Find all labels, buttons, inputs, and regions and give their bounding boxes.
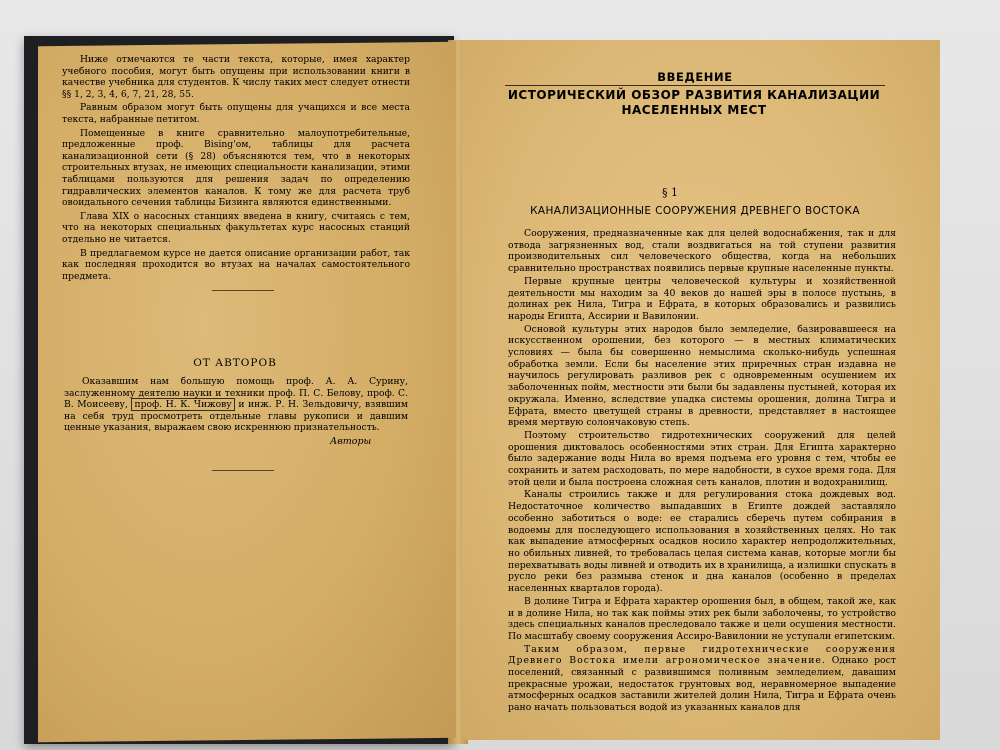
divider <box>212 470 274 471</box>
note-paragraph: В предлагаемом курсе не дается описание организации работ, так как последняя проходится во втузах на началах самостоятельного предмета. <box>62 247 410 282</box>
note-paragraph: Ниже отмечаются те части текста, которые, имея характер учебного пособия, могут быть опущены при использовании книги в качестве учебника для студентов. К числу таких мест следует отнести §§ 1, 2, 3, 4, 6, 7, 21, 28, 55. <box>62 54 410 100</box>
chapter-header: ВВЕДЕНИЕ <box>657 70 733 84</box>
header-rule <box>505 85 885 86</box>
divider <box>212 290 274 291</box>
body-paragraph: Первые крупные центры человеческой культуры и хозяйственной деятельности мы находим за 40 веков до нашей эры в полосе пустынь, в долинах рек Нила, Тигра и Ефрата, в которых образовались и развились народы Египта, Ассирии и Вавилонии. <box>508 275 896 322</box>
authors-text <box>64 376 408 434</box>
body-paragraph: Основой культуры этих народов было земледелие, базировавшееся на искусственном орошении, без которого — в местных климатических условиях — была бы совершенно немыслима сколько-нибудь успешная обработка земли. Если бы население этих приречных стран издавна не научилось регулировать разливов рек с одновременным осушением их заболоченных пойм, местности эти были бы задавлены пустыней, которая их окружала. Именно, вследствие упадка системы орошения, долина Тигра и Ефрата, вместо цветущей страны в древности, представляет в настоящее время мертвую солончаковую степь. <box>508 323 896 429</box>
chapter-title: ИСТОРИЧЕСКИЙ ОБЗОР РАЗВИТИЯ КАНАЛИЗАЦИИ НАСЕЛЕННЫХ МЕСТ <box>507 88 881 117</box>
spaced-text: Таким образом, первые гидротехнические сооружения Древнего Востока имели агрономическое значение. <box>508 643 896 667</box>
body-text-part: Однако рост поселений, связанный с развившимся поливным земледелием, давашим прекрасные урожаи, недостаток грунтовых вод, неравномерное выпадение атмосферных осадков заставили жителей долин Нила, Тигра и Ефрата очень рано начать пользоваться водой из указанных каналов для <box>508 655 896 714</box>
section-title: КАНАЛИЗАЦИОННЫЕ СООРУЖЕНИЯ ДРЕВНЕГО ВОСТОКА <box>530 205 860 217</box>
body-paragraph: В долине Тигра и Ефрата характер орошения был, в общем, такой же, как и в долине Нила, но так как поймы этих рек были заболочены, то устройство здесь специальных каналов преследовало также и цели осушения местности. По масштабу своему сооружения Ассиро-Вавилонии не уступали египетским. <box>508 595 896 642</box>
body-paragraph: Поэтому строительство гидротехнических сооружений для целей орошения диктовалось особенностями этих стран. Для Египта характерно было задержание воды Нила во время подъема его уровня с тем, чтобы ее сохранить и затем расходовать, по мере надобности, в сухое время года. Для этой цели и была построена сложная сеть каналов, плотин и водохранилищ. <box>508 429 896 488</box>
body-paragraph-last <box>508 644 896 714</box>
body-text <box>508 228 896 715</box>
authors-heading: ОТ АВТОРОВ <box>193 357 277 369</box>
body-paragraph: Сооружения, предназначенные как для целей водоснабжения, так и для отвода загрязненных вод, стали воздвигаться на той ступени развития производительных сил человеческого общества, когда на небольших сравнительно пространствах появились первые крупные населенные пункты. <box>508 228 896 275</box>
boxed-name: проф. Н. К. Чижову <box>131 398 234 411</box>
left-page-notes <box>62 54 410 284</box>
authors-text-part: Оказавшим нам большую помощь проф. А. А. Сурину, заслуженному деятелю науки и техники проф. П. С. Белову, проф. С. В. Моисееву, <box>64 376 408 411</box>
note-paragraph: Помещенные в книге сравнительно малоупотребительные, предложенные проф. Bising'ом, таблицы для расчета канализационной сети (§ 28) объясняются тем, что в некоторых строительных втузах, не имеющих специальности канализации, этими таблицами пользуются для решения задач по определению гидравлических элементов каналов. К тому же для расчета труб овоидального сечения таблицы Бизинга являются единственными. <box>62 127 410 209</box>
note-paragraph: Равным образом могут быть опущены для учащихся и все места текста, набранные петитом. <box>62 102 410 125</box>
authors-text-part: и инж. Р. Н. Зельдовичу, взявшим на себя труд просмотреть отдельные главы рукописи и давшим ценные указания, выражаем свою искреннюю признательность. <box>64 399 408 434</box>
authors-signature: Авторы <box>330 436 372 447</box>
note-paragraph: Глава XIX о насосных станциях введена в книгу, считаясь с тем, что на некоторых специальных факультетах курс насосных станций отдельно не читается. <box>62 210 410 245</box>
section-number: § 1 <box>662 186 678 199</box>
body-paragraph: Каналы строились также и для регулирования стока дождевых вод. Недостаточное количество выпадавших в Египте дождей заставляло особенно заботиться о воде: ее старались сберечь путем собирания в водоемы для последующего использования в хозяйственных целях. Но так как выпадение атмосферных осадков носило характер непродолжительных, но обильных ливней, то требовалась целая система канав, которые могли бы перехватывать воды ливней и отводить их в хранилища, а излишки спускать в русло реки без размыва стенок и дна каналов (особенно в пределах населенных кварталов города). <box>508 489 896 595</box>
